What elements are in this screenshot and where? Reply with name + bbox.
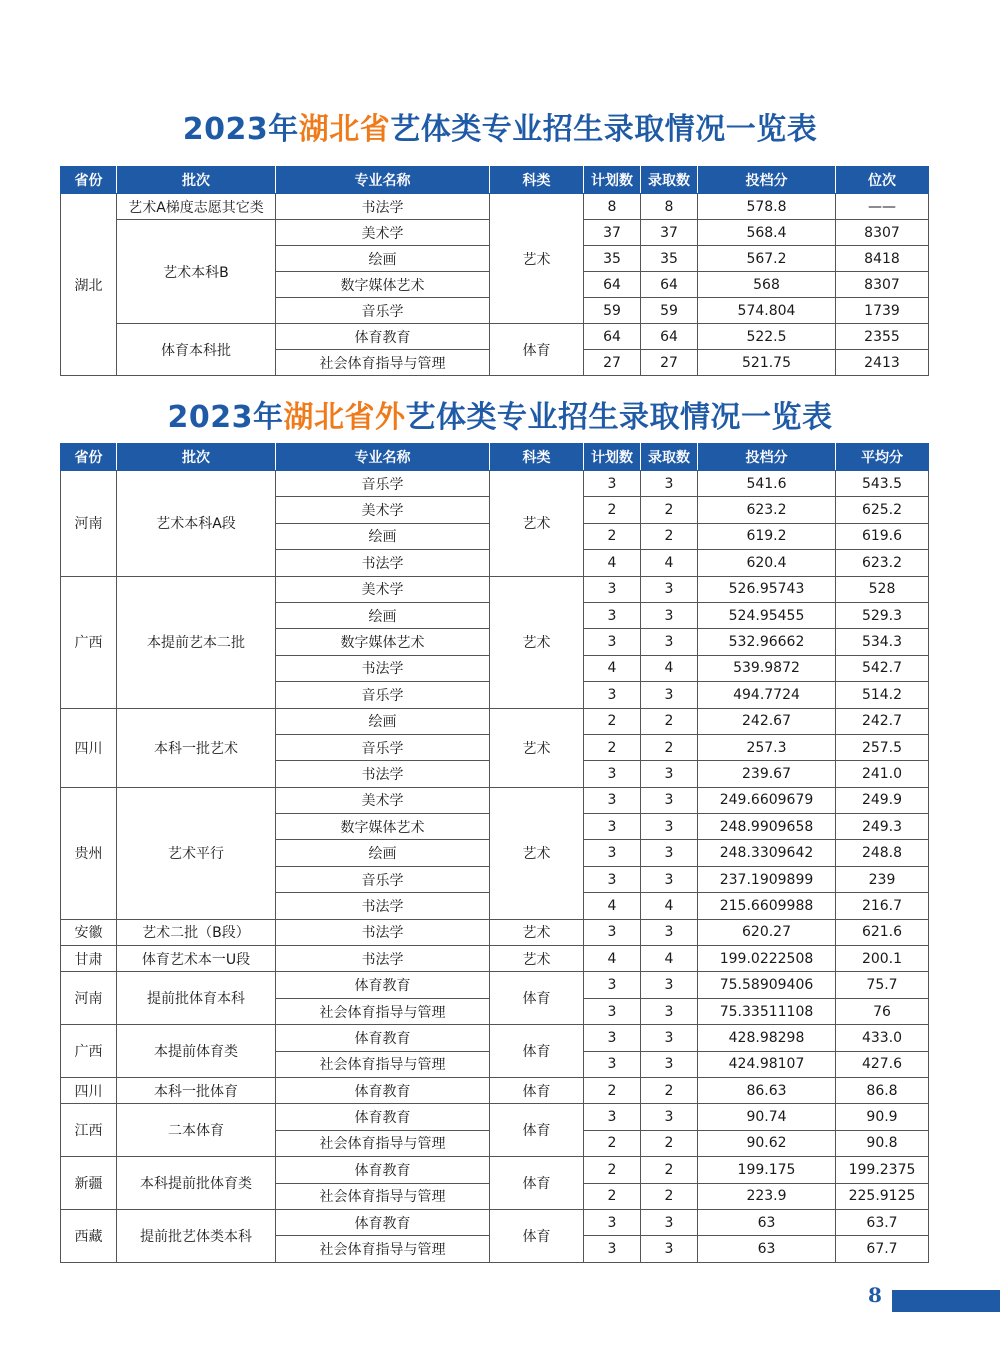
average-score-cell: 427.6 bbox=[836, 1051, 929, 1077]
major-cell: 美术学 bbox=[276, 576, 490, 602]
score-cell: 428.98298 bbox=[698, 1025, 836, 1051]
column-header: 投档分 bbox=[698, 167, 836, 194]
batch-cell: 本科一批体育 bbox=[117, 1077, 276, 1103]
major-cell: 体育教育 bbox=[276, 1077, 490, 1103]
score-cell: 619.2 bbox=[698, 523, 836, 549]
plan-count-cell: 27 bbox=[584, 350, 641, 376]
batch-cell: 艺术二批（B段） bbox=[117, 919, 276, 945]
plan-count-cell: 3 bbox=[584, 682, 641, 708]
admit-count-cell: 37 bbox=[641, 220, 698, 246]
plan-count-cell: 2 bbox=[584, 1077, 641, 1103]
score-cell: 521.75 bbox=[698, 350, 836, 376]
score-cell: 620.4 bbox=[698, 550, 836, 576]
province-cell: 四川 bbox=[61, 1077, 117, 1103]
province-cell: 河南 bbox=[61, 471, 117, 577]
average-score-cell: 529.3 bbox=[836, 602, 929, 628]
major-cell: 社会体育指导与管理 bbox=[276, 350, 490, 376]
score-cell: 424.98107 bbox=[698, 1051, 836, 1077]
major-cell: 体育教育 bbox=[276, 1157, 490, 1183]
score-cell: 223.9 bbox=[698, 1183, 836, 1209]
score-cell: 249.6609679 bbox=[698, 787, 836, 813]
table-row bbox=[61, 1104, 929, 1130]
score-cell: 567.2 bbox=[698, 246, 836, 272]
score-cell: 75.58909406 bbox=[698, 972, 836, 998]
plan-count-cell: 4 bbox=[584, 550, 641, 576]
average-score-cell: 625.2 bbox=[836, 497, 929, 523]
province-cell: 新疆 bbox=[61, 1157, 117, 1210]
province-cell: 广西 bbox=[61, 576, 117, 708]
title-hubei-highlight: 湖北省 bbox=[298, 112, 391, 147]
plan-count-cell: 2 bbox=[584, 708, 641, 734]
major-cell: 社会体育指导与管理 bbox=[276, 998, 490, 1024]
admit-count-cell: 3 bbox=[641, 919, 698, 945]
plan-count-cell: 3 bbox=[584, 840, 641, 866]
major-cell: 社会体育指导与管理 bbox=[276, 1183, 490, 1209]
score-cell: 75.33511108 bbox=[698, 998, 836, 1024]
average-score-cell: 623.2 bbox=[836, 550, 929, 576]
admit-count-cell: 3 bbox=[641, 629, 698, 655]
score-cell: 199.0222508 bbox=[698, 946, 836, 972]
average-score-cell: 67.7 bbox=[836, 1236, 929, 1262]
major-cell: 体育教育 bbox=[276, 1209, 490, 1235]
score-cell: 86.63 bbox=[698, 1077, 836, 1103]
table-hubei bbox=[60, 166, 929, 376]
province-cell: 河南 bbox=[61, 972, 117, 1025]
table-row bbox=[61, 1157, 929, 1183]
category-cell: 体育 bbox=[490, 324, 584, 376]
score-cell: 63 bbox=[698, 1236, 836, 1262]
score-cell: 578.8 bbox=[698, 194, 836, 220]
rank-cell: 8418 bbox=[836, 246, 929, 272]
column-header: 科类 bbox=[490, 167, 584, 194]
province-cell: 安徽 bbox=[61, 919, 117, 945]
plan-count-cell: 3 bbox=[584, 761, 641, 787]
table-row bbox=[61, 787, 929, 813]
admit-count-cell: 3 bbox=[641, 998, 698, 1024]
major-cell: 书法学 bbox=[276, 550, 490, 576]
major-cell: 美术学 bbox=[276, 497, 490, 523]
score-cell: 90.74 bbox=[698, 1104, 836, 1130]
score-cell: 63 bbox=[698, 1209, 836, 1235]
major-cell: 社会体育指导与管理 bbox=[276, 1051, 490, 1077]
title-outside-suffix: 艺体类专业招生录取情况一览表 bbox=[405, 400, 833, 435]
admit-count-cell: 2 bbox=[641, 708, 698, 734]
admit-count-cell: 3 bbox=[641, 840, 698, 866]
plan-count-cell: 3 bbox=[584, 866, 641, 892]
rank-cell: —— bbox=[836, 194, 929, 220]
average-score-cell: 90.9 bbox=[836, 1104, 929, 1130]
score-cell: 541.6 bbox=[698, 471, 836, 497]
score-cell: 215.6609988 bbox=[698, 893, 836, 919]
score-cell: 248.3309642 bbox=[698, 840, 836, 866]
category-cell: 体育 bbox=[490, 1157, 584, 1210]
plan-count-cell: 3 bbox=[584, 471, 641, 497]
category-cell: 艺术 bbox=[490, 708, 584, 787]
batch-cell: 体育本科批 bbox=[117, 324, 276, 376]
batch-cell: 艺术平行 bbox=[117, 787, 276, 919]
category-cell: 艺术 bbox=[490, 787, 584, 919]
page-number: 8 bbox=[868, 1283, 882, 1307]
table-row bbox=[61, 1209, 929, 1235]
category-cell: 艺术 bbox=[490, 919, 584, 945]
major-cell: 数字媒体艺术 bbox=[276, 272, 490, 298]
admit-count-cell: 3 bbox=[641, 682, 698, 708]
admit-count-cell: 59 bbox=[641, 298, 698, 324]
column-header: 录取数 bbox=[641, 167, 698, 194]
score-cell: 568 bbox=[698, 272, 836, 298]
plan-count-cell: 3 bbox=[584, 972, 641, 998]
plan-count-cell: 3 bbox=[584, 1209, 641, 1235]
plan-count-cell: 8 bbox=[584, 194, 641, 220]
column-header: 批次 bbox=[117, 167, 276, 194]
column-header: 专业名称 bbox=[276, 167, 490, 194]
score-cell: 574.804 bbox=[698, 298, 836, 324]
major-cell: 数字媒体艺术 bbox=[276, 629, 490, 655]
admit-count-cell: 64 bbox=[641, 324, 698, 350]
score-cell: 568.4 bbox=[698, 220, 836, 246]
average-score-cell: 241.0 bbox=[836, 761, 929, 787]
plan-count-cell: 3 bbox=[584, 1051, 641, 1077]
plan-count-cell: 37 bbox=[584, 220, 641, 246]
admit-count-cell: 2 bbox=[641, 523, 698, 549]
table-hubei-body bbox=[61, 194, 929, 376]
plan-count-cell: 4 bbox=[584, 655, 641, 681]
major-cell: 社会体育指导与管理 bbox=[276, 1236, 490, 1262]
plan-count-cell: 64 bbox=[584, 324, 641, 350]
category-cell: 体育 bbox=[490, 1077, 584, 1103]
score-cell: 242.67 bbox=[698, 708, 836, 734]
average-score-cell: 216.7 bbox=[836, 893, 929, 919]
category-cell: 艺术 bbox=[490, 946, 584, 972]
score-cell: 248.9909658 bbox=[698, 814, 836, 840]
admit-count-cell: 27 bbox=[641, 350, 698, 376]
batch-cell: 二本体育 bbox=[117, 1104, 276, 1157]
admit-count-cell: 3 bbox=[641, 814, 698, 840]
average-score-cell: 199.2375 bbox=[836, 1157, 929, 1183]
major-cell: 书法学 bbox=[276, 893, 490, 919]
score-cell: 522.5 bbox=[698, 324, 836, 350]
average-score-cell: 63.7 bbox=[836, 1209, 929, 1235]
plan-count-cell: 2 bbox=[584, 1130, 641, 1156]
rank-cell: 2413 bbox=[836, 350, 929, 376]
major-cell: 书法学 bbox=[276, 761, 490, 787]
plan-count-cell: 3 bbox=[584, 602, 641, 628]
batch-cell: 本科提前批体育类 bbox=[117, 1157, 276, 1210]
score-cell: 494.7724 bbox=[698, 682, 836, 708]
average-score-cell: 76 bbox=[836, 998, 929, 1024]
table-row bbox=[61, 946, 929, 972]
batch-cell: 本科一批艺术 bbox=[117, 708, 276, 787]
province-cell: 江西 bbox=[61, 1104, 117, 1157]
admit-count-cell: 4 bbox=[641, 655, 698, 681]
major-cell: 书法学 bbox=[276, 655, 490, 681]
column-header: 专业名称 bbox=[276, 444, 490, 471]
average-score-cell: 534.3 bbox=[836, 629, 929, 655]
rank-cell: 8307 bbox=[836, 272, 929, 298]
plan-count-cell: 3 bbox=[584, 998, 641, 1024]
admit-count-cell: 3 bbox=[641, 787, 698, 813]
category-cell: 艺术 bbox=[490, 471, 584, 577]
admit-count-cell: 2 bbox=[641, 497, 698, 523]
admit-count-cell: 8 bbox=[641, 194, 698, 220]
plan-count-cell: 3 bbox=[584, 576, 641, 602]
average-score-cell: 433.0 bbox=[836, 1025, 929, 1051]
major-cell: 绘画 bbox=[276, 246, 490, 272]
admit-count-cell: 3 bbox=[641, 1025, 698, 1051]
score-cell: 620.27 bbox=[698, 919, 836, 945]
batch-cell: 体育艺术本一U段 bbox=[117, 946, 276, 972]
province-cell: 四川 bbox=[61, 708, 117, 787]
batch-cell: 本提前体育类 bbox=[117, 1025, 276, 1078]
major-cell: 体育教育 bbox=[276, 324, 490, 350]
rank-cell: 1739 bbox=[836, 298, 929, 324]
plan-count-cell: 3 bbox=[584, 919, 641, 945]
major-cell: 绘画 bbox=[276, 523, 490, 549]
plan-count-cell: 2 bbox=[584, 497, 641, 523]
admit-count-cell: 3 bbox=[641, 1104, 698, 1130]
major-cell: 体育教育 bbox=[276, 1025, 490, 1051]
page-bar-decoration bbox=[892, 1290, 1000, 1312]
column-header: 省份 bbox=[61, 444, 117, 471]
major-cell: 音乐学 bbox=[276, 866, 490, 892]
major-cell: 绘画 bbox=[276, 708, 490, 734]
rank-cell: 8307 bbox=[836, 220, 929, 246]
average-score-cell: 90.8 bbox=[836, 1130, 929, 1156]
score-cell: 623.2 bbox=[698, 497, 836, 523]
province-cell: 广西 bbox=[61, 1025, 117, 1078]
major-cell: 书法学 bbox=[276, 919, 490, 945]
score-cell: 199.175 bbox=[698, 1157, 836, 1183]
average-score-cell: 249.9 bbox=[836, 787, 929, 813]
score-cell: 532.96662 bbox=[698, 629, 836, 655]
score-cell: 237.1909899 bbox=[698, 866, 836, 892]
major-cell: 体育教育 bbox=[276, 1104, 490, 1130]
plan-count-cell: 2 bbox=[584, 523, 641, 549]
plan-count-cell: 2 bbox=[584, 734, 641, 760]
table-outside-header bbox=[61, 444, 929, 471]
plan-count-cell: 3 bbox=[584, 814, 641, 840]
category-cell: 体育 bbox=[490, 1025, 584, 1078]
average-score-cell: 543.5 bbox=[836, 471, 929, 497]
plan-count-cell: 3 bbox=[584, 1236, 641, 1262]
admit-count-cell: 2 bbox=[641, 1130, 698, 1156]
major-cell: 绘画 bbox=[276, 602, 490, 628]
score-cell: 257.3 bbox=[698, 734, 836, 760]
plan-count-cell: 3 bbox=[584, 1104, 641, 1130]
table-row bbox=[61, 972, 929, 998]
average-score-cell: 242.7 bbox=[836, 708, 929, 734]
table-row bbox=[61, 919, 929, 945]
province-cell: 湖北 bbox=[61, 194, 117, 376]
admit-count-cell: 3 bbox=[641, 602, 698, 628]
admit-count-cell: 2 bbox=[641, 1157, 698, 1183]
admit-count-cell: 3 bbox=[641, 1236, 698, 1262]
admit-count-cell: 3 bbox=[641, 471, 698, 497]
major-cell: 音乐学 bbox=[276, 682, 490, 708]
major-cell: 体育教育 bbox=[276, 972, 490, 998]
column-header: 位次 bbox=[836, 167, 929, 194]
score-cell: 90.62 bbox=[698, 1130, 836, 1156]
major-cell: 绘画 bbox=[276, 840, 490, 866]
column-header: 平均分 bbox=[836, 444, 929, 471]
plan-count-cell: 2 bbox=[584, 1157, 641, 1183]
plan-count-cell: 59 bbox=[584, 298, 641, 324]
average-score-cell: 257.5 bbox=[836, 734, 929, 760]
average-score-cell: 239 bbox=[836, 866, 929, 892]
plan-count-cell: 3 bbox=[584, 1025, 641, 1051]
column-header: 录取数 bbox=[641, 444, 698, 471]
plan-count-cell: 35 bbox=[584, 246, 641, 272]
admit-count-cell: 3 bbox=[641, 761, 698, 787]
admit-count-cell: 3 bbox=[641, 1209, 698, 1235]
column-header: 计划数 bbox=[584, 167, 641, 194]
major-cell: 数字媒体艺术 bbox=[276, 814, 490, 840]
column-header: 科类 bbox=[490, 444, 584, 471]
rank-cell: 2355 bbox=[836, 324, 929, 350]
major-cell: 音乐学 bbox=[276, 298, 490, 324]
column-header: 投档分 bbox=[698, 444, 836, 471]
category-cell: 艺术 bbox=[490, 194, 584, 324]
admit-count-cell: 3 bbox=[641, 866, 698, 892]
admit-count-cell: 2 bbox=[641, 734, 698, 760]
title-hubei-prefix: 2023年 bbox=[182, 112, 299, 147]
average-score-cell: 248.8 bbox=[836, 840, 929, 866]
average-score-cell: 200.1 bbox=[836, 946, 929, 972]
score-cell: 526.95743 bbox=[698, 576, 836, 602]
plan-count-cell: 4 bbox=[584, 893, 641, 919]
average-score-cell: 621.6 bbox=[836, 919, 929, 945]
table-row bbox=[61, 471, 929, 497]
province-cell: 西藏 bbox=[61, 1209, 117, 1262]
table-outside-body bbox=[61, 471, 929, 1263]
average-score-cell: 528 bbox=[836, 576, 929, 602]
column-header: 计划数 bbox=[584, 444, 641, 471]
major-cell: 书法学 bbox=[276, 194, 490, 220]
admit-count-cell: 4 bbox=[641, 893, 698, 919]
plan-count-cell: 2 bbox=[584, 1183, 641, 1209]
score-cell: 524.95455 bbox=[698, 602, 836, 628]
table-outside-hubei bbox=[60, 443, 929, 1263]
column-header: 批次 bbox=[117, 444, 276, 471]
title-hubei bbox=[0, 104, 1000, 148]
category-cell: 艺术 bbox=[490, 576, 584, 708]
plan-count-cell: 4 bbox=[584, 946, 641, 972]
average-score-cell: 225.9125 bbox=[836, 1183, 929, 1209]
average-score-cell: 619.6 bbox=[836, 523, 929, 549]
average-score-cell: 249.3 bbox=[836, 814, 929, 840]
major-cell: 音乐学 bbox=[276, 734, 490, 760]
province-cell: 贵州 bbox=[61, 787, 117, 919]
average-score-cell: 542.7 bbox=[836, 655, 929, 681]
admit-count-cell: 2 bbox=[641, 1077, 698, 1103]
province-cell: 甘肃 bbox=[61, 946, 117, 972]
title-outside-prefix: 2023年 bbox=[167, 400, 284, 435]
title-outside-highlight: 湖北省外 bbox=[283, 400, 406, 435]
major-cell: 美术学 bbox=[276, 220, 490, 246]
average-score-cell: 514.2 bbox=[836, 682, 929, 708]
batch-cell: 本提前艺本二批 bbox=[117, 576, 276, 708]
category-cell: 体育 bbox=[490, 1104, 584, 1157]
major-cell: 音乐学 bbox=[276, 471, 490, 497]
plan-count-cell: 3 bbox=[584, 787, 641, 813]
admit-count-cell: 3 bbox=[641, 576, 698, 602]
table-row bbox=[61, 1025, 929, 1051]
table-row bbox=[61, 708, 929, 734]
average-score-cell: 75.7 bbox=[836, 972, 929, 998]
admit-count-cell: 35 bbox=[641, 246, 698, 272]
score-cell: 239.67 bbox=[698, 761, 836, 787]
admit-count-cell: 3 bbox=[641, 1051, 698, 1077]
category-cell: 体育 bbox=[490, 1209, 584, 1262]
admit-count-cell: 3 bbox=[641, 972, 698, 998]
major-cell: 美术学 bbox=[276, 787, 490, 813]
major-cell: 书法学 bbox=[276, 946, 490, 972]
plan-count-cell: 3 bbox=[584, 629, 641, 655]
admit-count-cell: 4 bbox=[641, 550, 698, 576]
average-score-cell: 86.8 bbox=[836, 1077, 929, 1103]
title-hubei-suffix: 艺体类专业招生录取情况一览表 bbox=[390, 112, 818, 147]
table-row bbox=[61, 324, 929, 350]
table-row bbox=[61, 194, 929, 220]
batch-cell: 提前批艺体类本科 bbox=[117, 1209, 276, 1262]
admit-count-cell: 64 bbox=[641, 272, 698, 298]
batch-cell: 艺术本科B bbox=[117, 220, 276, 324]
admit-count-cell: 2 bbox=[641, 1183, 698, 1209]
batch-cell: 艺术本科A段 bbox=[117, 471, 276, 577]
category-cell: 体育 bbox=[490, 972, 584, 1025]
column-header: 省份 bbox=[61, 167, 117, 194]
table-row bbox=[61, 576, 929, 602]
batch-cell: 艺术A梯度志愿其它类 bbox=[117, 194, 276, 220]
major-cell: 社会体育指导与管理 bbox=[276, 1130, 490, 1156]
title-outside-hubei bbox=[0, 392, 1000, 436]
plan-count-cell: 64 bbox=[584, 272, 641, 298]
score-cell: 539.9872 bbox=[698, 655, 836, 681]
admit-count-cell: 4 bbox=[641, 946, 698, 972]
table-row bbox=[61, 1077, 929, 1103]
table-hubei-header bbox=[61, 167, 929, 194]
batch-cell: 提前批体育本科 bbox=[117, 972, 276, 1025]
